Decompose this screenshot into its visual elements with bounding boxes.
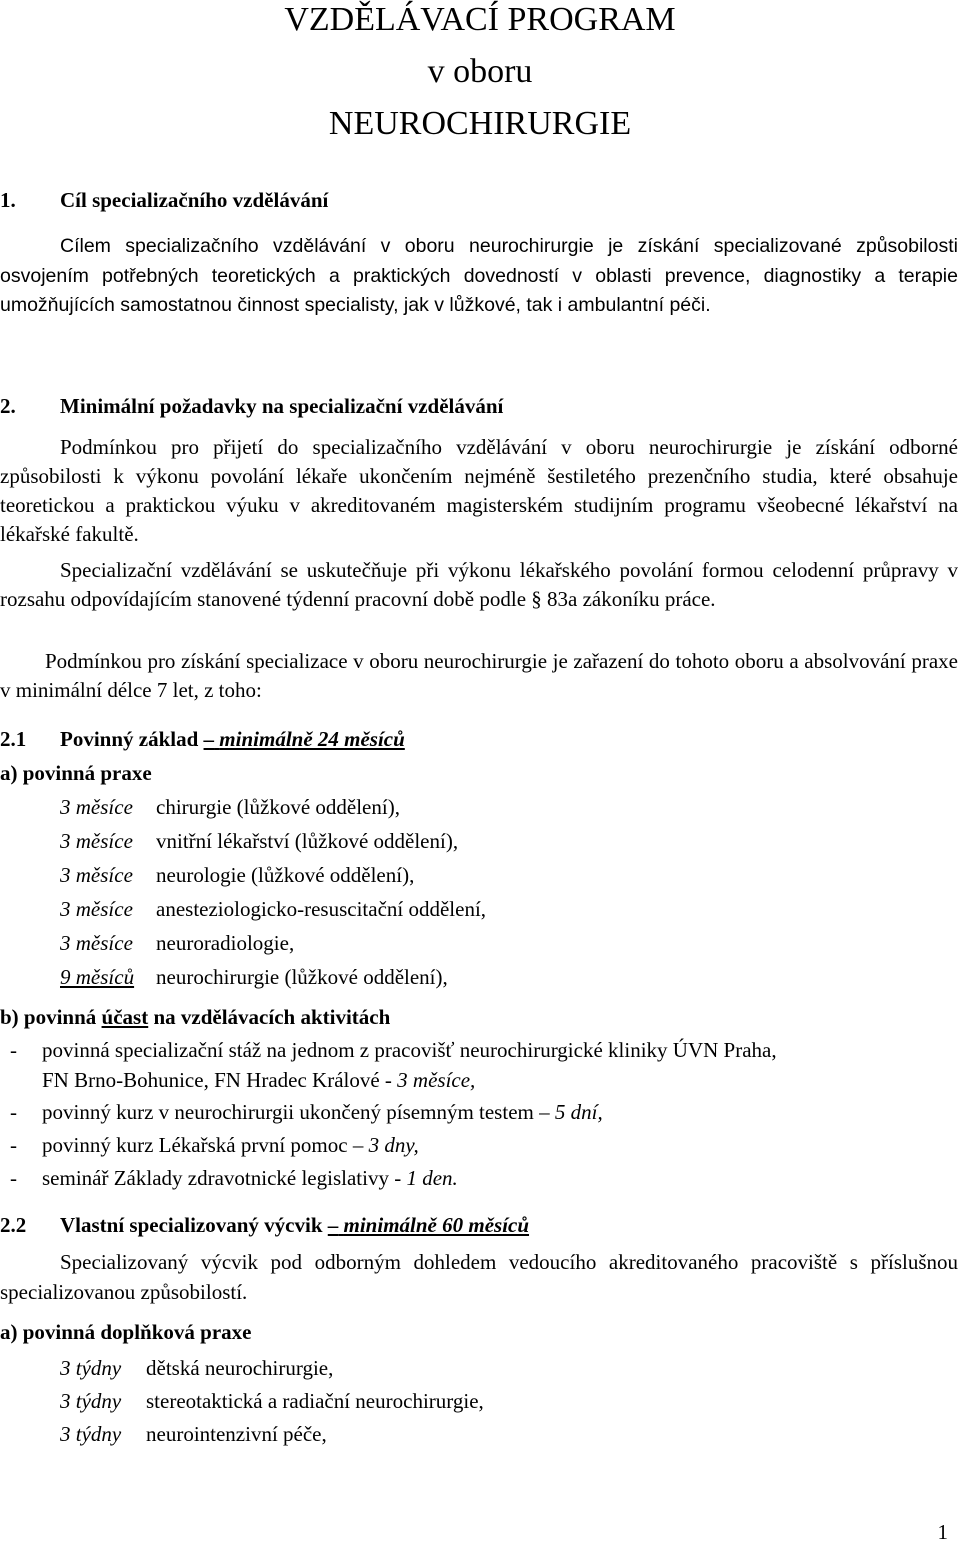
- practice-text: neurointenzivní péče,: [146, 1422, 327, 1446]
- practice-duration: 3 týdny: [60, 1389, 122, 1413]
- practice-row: [60, 793, 400, 822]
- page-number: 1: [937, 1520, 948, 1544]
- document-field: NEUROCHIRURGIE: [328, 105, 632, 142]
- section-2-1-title: Povinný základ: [60, 727, 199, 751]
- activity-text: povinná specializační stáž na jednom z pracovišť neurochirurgické kliniky ÚVN Praha,: [42, 1038, 777, 1062]
- practice-row: [60, 929, 294, 958]
- section-2-2-duration: minimálně 60 měsíců: [343, 1213, 530, 1237]
- document-subtitle: v oboru: [427, 53, 533, 90]
- sub-b-rest: na vzdělávacích aktivitách: [148, 1005, 391, 1029]
- practice-duration: 9 měsíců: [60, 965, 135, 989]
- section-2-1-duration: minimálně 24 měsíců: [219, 727, 405, 751]
- practice-duration: 3 měsíce: [60, 897, 133, 921]
- section-2-1-sub-b: [0, 1003, 390, 1032]
- practice-duration: 3 měsíce: [60, 863, 133, 887]
- activity-item: [10, 1036, 777, 1065]
- activity-item-continuation: [42, 1066, 475, 1095]
- practice-text: dětská neurochirurgie,: [146, 1356, 334, 1380]
- section-2-2-duration-group: [328, 1213, 529, 1237]
- practice-duration: 3 týdny: [60, 1422, 122, 1446]
- activity-text: FN Brno-Bohunice, FN Hradec Králové -: [42, 1068, 398, 1092]
- section-2-2-text: Specializovaný výcvik pod odborným dohledem vedoucího akreditovaného pracoviště s příslušnou specializovanou způsobilostí.: [0, 1250, 958, 1304]
- section-2-2-title: Vlastní specializovaný výcvik: [60, 1213, 323, 1237]
- activity-item: [10, 1098, 603, 1127]
- practice-row: [60, 861, 414, 890]
- practice-text: chirurgie (lůžkové oddělení),: [156, 795, 400, 819]
- practice-row: [60, 963, 448, 992]
- list-dash: -: [10, 1166, 17, 1190]
- section-2-1-heading: [0, 725, 405, 754]
- section-1-text: Cílem specializačního vzdělávání v oboru neurochirurgie je získání specializované způsobilosti osvojením potřebných teoretických a praktických dovedností v oblasti prevence, diagnostiky a terapie umožňujících samostatnou činnost specialisty, jak v lůžkové, tak i ambulantní péči.: [0, 235, 958, 316]
- practice-text: anesteziologicko-resuscitační oddělení,: [156, 897, 487, 921]
- section-2-paragraph-1: Podmínkou pro přijetí do specializačního vzdělávání v oboru neurochirurgie je získání odborné způsobilosti k výkonu povolání lékaře ukončením nejméně šestiletého prezenčního studia, které obsahuje teoretickou a praktickou výuku v akreditovaném magisterském studijním programu všeobecné lékařství na lékařské fakultě.: [0, 435, 958, 546]
- practice-row: [60, 1387, 484, 1416]
- activity-text: povinný kurz v neurochirurgii ukončený písemným testem –: [42, 1100, 555, 1124]
- practice-duration: 3 měsíce: [60, 931, 133, 955]
- practice-duration: 3 týdny: [60, 1356, 122, 1380]
- section-2-heading: [0, 392, 503, 421]
- practice-text: stereotaktická a radiační neurochirurgie,: [146, 1389, 484, 1413]
- activity-item: [10, 1131, 419, 1160]
- section-2-1-duration-group: [204, 727, 405, 751]
- practice-duration: 3 měsíce: [60, 795, 133, 819]
- section-2-2-number: 2.2: [0, 1213, 27, 1237]
- activity-text: seminář Základy zdravotnické legislativy -: [42, 1166, 407, 1190]
- practice-row: [60, 827, 458, 856]
- section-2-1-sub-a: a) povinná praxe: [0, 761, 152, 785]
- activity-duration: 5 dní,: [554, 1100, 603, 1124]
- section-2-2-heading: [0, 1211, 529, 1240]
- activity-item: [10, 1164, 458, 1193]
- section-1-title: Cíl specializačního vzdělávání: [60, 188, 329, 212]
- section-2-paragraph-2: Specializační vzdělávání se uskutečňuje při výkonu lékařského povolání formou celodenní průpravy v rozsahu odpovídajícím stanovené týdenní pracovní době podle § 83a zákoníku práce.: [0, 558, 958, 611]
- practice-text: vnitřní lékařství (lůžkové oddělení),: [156, 829, 459, 853]
- section-2-title: Minimální požadavky na specializační vzdělávání: [60, 394, 504, 418]
- section-2-paragraph-3: Podmínkou pro získání specializace v oboru neurochirurgie je zařazení do tohoto oboru a absolvování praxe v minimální délce 7 let, z toho:: [0, 649, 958, 702]
- list-dash: -: [10, 1038, 17, 1062]
- practice-text: neurochirurgie (lůžkové oddělení),: [156, 965, 448, 989]
- section-2-2-sub-a: a) povinná doplňková praxe: [0, 1320, 252, 1344]
- practice-duration: 3 měsíce: [60, 829, 133, 853]
- sub-b-label: b) povinná: [0, 1005, 102, 1029]
- section-2-1-dash: –: [203, 727, 215, 751]
- practice-text: neuroradiologie,: [156, 931, 295, 955]
- section-2-1-number: 2.1: [0, 727, 27, 751]
- section-1-heading: [0, 186, 328, 215]
- practice-row: [60, 1354, 333, 1383]
- document-title: VZDĚLÁVACÍ PROGRAM: [284, 1, 676, 38]
- section-2-2-dash: –: [327, 1213, 339, 1237]
- practice-text: neurologie (lůžkové oddělení),: [156, 863, 415, 887]
- list-dash: -: [10, 1133, 17, 1157]
- activity-duration: 3 dny,: [368, 1133, 419, 1157]
- list-dash: -: [10, 1100, 17, 1124]
- practice-row: [60, 1420, 327, 1449]
- activity-duration: 1 den.: [406, 1166, 458, 1190]
- sub-b-underlined: účast: [101, 1005, 149, 1029]
- section-1-number: 1.: [0, 188, 16, 212]
- activity-text: povinný kurz Lékařská první pomoc –: [42, 1133, 369, 1157]
- activity-duration: 3 měsíce,: [397, 1068, 476, 1092]
- practice-row: [60, 895, 486, 924]
- section-2-number: 2.: [0, 394, 16, 418]
